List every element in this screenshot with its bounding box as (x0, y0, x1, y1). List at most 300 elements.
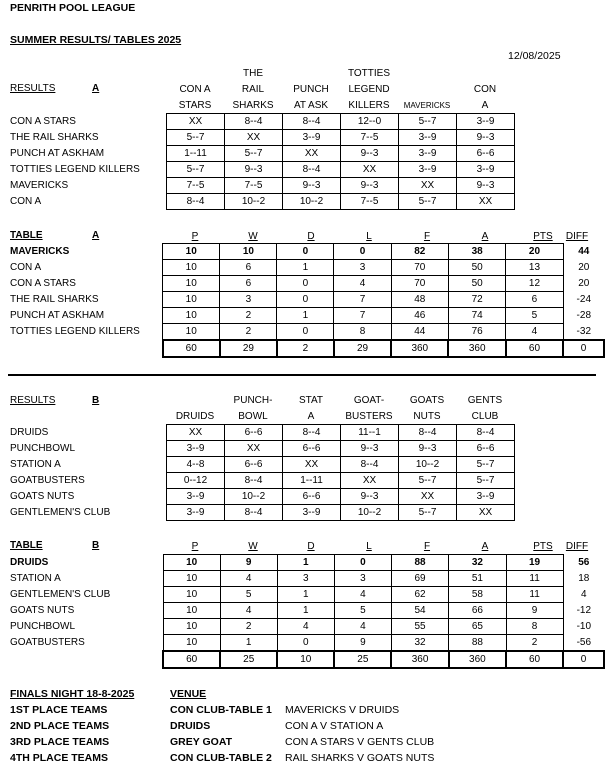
team-name: DRUIDS (10, 427, 49, 438)
result-cell: 6--6 (283, 441, 341, 457)
result-cell: 1--11 (283, 473, 341, 489)
results-row (10, 130, 515, 146)
result-column-header: MAVERICKS (403, 101, 451, 110)
standings-row (10, 635, 604, 652)
stat-cell-p: 10 (163, 619, 220, 635)
stat-cell-a: 65 (449, 619, 506, 635)
stat-cell-l: 4 (334, 276, 391, 292)
totals-spacer (10, 340, 163, 357)
team-name: PUNCH AT ASKHAM (10, 310, 105, 321)
result-column-header: GENTS (467, 395, 503, 406)
results-row (10, 489, 515, 505)
stat-cell-pts: 11 (506, 587, 563, 603)
result-cell: 9--3 (341, 441, 399, 457)
finals-venue: DRUIDS (170, 720, 211, 732)
result-column-header: PUNCH- (233, 395, 273, 406)
result-cell: 8--4 (283, 162, 341, 178)
result-cell: 9--3 (457, 130, 515, 146)
team-name: GOATBUSTERS (10, 637, 85, 649)
results-b-label: RESULTS (10, 395, 56, 406)
result-cell: 5--7 (167, 130, 225, 146)
team-name: GOATBUSTERS (10, 475, 85, 486)
team-name: CON A STARS (10, 278, 76, 289)
totals-row (10, 340, 604, 357)
team-name: GENTLEMEN'S CLUB (10, 589, 111, 600)
result-cell: 12--0 (341, 114, 399, 130)
total-cell-w: 25 (220, 651, 277, 668)
standings-row (10, 555, 604, 571)
result-cell: 5--7 (399, 194, 457, 210)
result-cell: 9--3 (341, 178, 399, 194)
result-cell: 10--2 (399, 457, 457, 473)
stat-cell-w: 5 (220, 587, 277, 603)
result-cell: 0--12 (167, 473, 225, 489)
stat-cell-pts: 4 (506, 324, 563, 341)
table-column-header: F (423, 541, 431, 552)
stat-cell-f: 54 (391, 603, 448, 619)
result-cell: 8--4 (225, 505, 283, 521)
team-name: STATION A (10, 459, 61, 470)
stat-cell-diff: 4 (581, 589, 587, 600)
table-column-header: A (481, 231, 489, 242)
stat-cell-l: 3 (334, 260, 391, 276)
result-cell: 8--4 (283, 425, 341, 441)
stat-cell-f: 55 (391, 619, 448, 635)
stat-cell-d: 0 (277, 324, 334, 341)
result-column-header: A (307, 411, 315, 422)
stat-cell-diff: -32 (576, 325, 591, 337)
stat-cell-a: 88 (449, 635, 506, 652)
stat-cell-f: 82 (391, 244, 448, 260)
stat-cell-p: 10 (163, 635, 220, 652)
result-cell: 5--7 (167, 162, 225, 178)
result-column-header: AT ASK (293, 100, 329, 111)
stat-cell-pts: 5 (506, 308, 563, 324)
standings-row (10, 603, 604, 619)
result-cell: 5--7 (399, 114, 457, 130)
standings-row (10, 244, 604, 260)
stat-cell-f: 70 (391, 260, 448, 276)
standings-row (10, 571, 604, 587)
result-column-header: CON (473, 84, 497, 95)
result-column-header: LEGEND (348, 84, 390, 95)
result-cell: XX (457, 505, 515, 521)
table-column-header: PTS (533, 541, 553, 552)
result-cell: 3--9 (167, 505, 225, 521)
table-column-header: P (191, 541, 199, 552)
finals-place: 3RD PLACE TEAMS (10, 736, 110, 748)
stat-cell-w: 4 (220, 603, 277, 619)
stat-cell-d: 1 (277, 260, 334, 276)
result-cell: 8--4 (341, 457, 399, 473)
finals-venue: CON CLUB-TABLE 1 (170, 704, 272, 716)
stat-cell-diff: -28 (576, 310, 591, 321)
result-cell: 3--9 (457, 114, 515, 130)
result-column-header: NUTS (413, 411, 441, 422)
stat-cell-w: 9 (220, 555, 277, 571)
result-cell: XX (225, 130, 283, 146)
result-cell: 3--9 (399, 130, 457, 146)
results-row (10, 505, 515, 521)
stat-cell-a: 50 (448, 260, 505, 276)
stat-cell-pts: 9 (506, 603, 563, 619)
result-cell: 8--4 (225, 473, 283, 489)
standings-row (10, 324, 604, 341)
standings-row (10, 587, 604, 603)
result-cell: XX (399, 178, 457, 194)
team-name: MAVERICKS (10, 180, 69, 191)
results-row (10, 146, 515, 162)
total-cell-l: 25 (334, 651, 391, 668)
stat-cell-l: 8 (334, 324, 391, 341)
stat-cell-l: 9 (334, 635, 391, 652)
standings-a-table (10, 243, 605, 358)
stat-cell-l: 0 (334, 555, 391, 571)
stat-cell-pts: 20 (506, 244, 563, 260)
stat-cell-w: 3 (220, 292, 277, 308)
team-name: GOATS NUTS (10, 491, 75, 502)
result-cell: 3--9 (283, 130, 341, 146)
table-a-label: TABLE (10, 230, 43, 241)
team-name: STATION A (10, 573, 61, 584)
stat-cell-f: 48 (391, 292, 448, 308)
total-cell-a: 360 (449, 651, 506, 668)
stat-cell-diff: -12 (576, 605, 592, 616)
result-cell: XX (167, 425, 225, 441)
result-cell: 3--9 (399, 146, 457, 162)
team-name: PUNCHBOWL (10, 621, 76, 632)
result-cell: 9--3 (399, 441, 457, 457)
result-column-header: KILLERS (348, 100, 390, 111)
result-cell: 9--3 (341, 146, 399, 162)
stat-cell-l: 0 (334, 244, 391, 260)
stat-cell-diff: 56 (578, 557, 590, 568)
stat-cell-w: 6 (220, 260, 277, 276)
result-cell: 7--5 (167, 178, 225, 194)
finals-place: 4TH PLACE TEAMS (10, 752, 109, 764)
results-row (10, 425, 515, 441)
results-row (10, 178, 515, 194)
table-column-header: DIFF (565, 231, 589, 242)
stat-cell-f: 70 (391, 276, 448, 292)
result-cell: 9--3 (457, 178, 515, 194)
table-column-header: DIFF (565, 541, 589, 552)
result-column-header: STAT (298, 395, 324, 406)
finals-title: FINALS NIGHT 18-8-2025 (10, 688, 135, 700)
total-cell-pts: 60 (506, 651, 563, 668)
finals-place: 2ND PLACE TEAMS (10, 720, 110, 732)
stat-cell-w: 1 (220, 635, 277, 652)
standings-row (10, 276, 604, 292)
stat-cell-w: 6 (220, 276, 277, 292)
stat-cell-pts: 12 (506, 276, 563, 292)
table-column-header: F (423, 231, 431, 242)
standings-row (10, 260, 604, 276)
venue-label: VENUE (170, 688, 207, 700)
stat-cell-a: 51 (449, 571, 506, 587)
team-name: DRUIDS (10, 557, 49, 568)
stat-cell-a: 32 (449, 555, 506, 571)
team-name: THE RAIL SHARKS (10, 132, 99, 143)
result-cell: 10--2 (283, 194, 341, 210)
stat-cell-diff: 20 (578, 278, 590, 289)
stat-cell-p: 10 (163, 555, 220, 571)
result-column-header: A (481, 100, 489, 111)
result-cell: 9--3 (283, 178, 341, 194)
finals-venue: GREY GOAT (170, 736, 233, 748)
result-cell: 8--4 (225, 114, 283, 130)
result-cell: 10--2 (225, 194, 283, 210)
result-cell: 7--5 (341, 194, 399, 210)
result-cell: 8--4 (399, 425, 457, 441)
stat-cell-diff: -10 (576, 621, 592, 632)
stat-cell-p: 10 (163, 276, 220, 292)
stat-cell-d: 0 (277, 635, 334, 652)
result-column-header: THE (243, 68, 263, 79)
stat-cell-d: 4 (277, 619, 334, 635)
finals-venue: CON CLUB-TABLE 2 (170, 752, 272, 764)
total-cell-l: 29 (334, 340, 391, 357)
stat-cell-d: 1 (277, 587, 334, 603)
result-cell: XX (457, 194, 515, 210)
result-cell: XX (283, 457, 341, 473)
result-cell: 6--6 (457, 146, 515, 162)
team-name: GOATS NUTS (10, 605, 75, 616)
result-cell: 5--7 (399, 505, 457, 521)
stat-cell-pts: 8 (506, 619, 563, 635)
total-cell-d: 10 (277, 651, 334, 668)
total-cell-f: 360 (391, 340, 448, 357)
table-b-division: B (92, 540, 100, 551)
stat-cell-d: 0 (277, 244, 334, 260)
stat-cell-diff: 18 (578, 573, 590, 584)
table-column-header: A (481, 541, 489, 552)
team-name: CON A STARS (10, 116, 76, 127)
totals-row (10, 651, 604, 668)
team-name: PUNCHBOWL (10, 443, 76, 454)
result-cell: 3--9 (167, 489, 225, 505)
result-cell: 10--2 (225, 489, 283, 505)
stat-cell-w: 2 (220, 619, 277, 635)
stat-cell-a: 72 (448, 292, 505, 308)
result-cell: 3--9 (283, 505, 341, 521)
result-column-header: PUNCH (293, 84, 329, 95)
result-cell: 4--8 (167, 457, 225, 473)
results-row (10, 114, 515, 130)
totals-spacer (10, 651, 163, 668)
stat-cell-pts: 11 (506, 571, 563, 587)
result-cell: 5--7 (225, 146, 283, 162)
stat-cell-d: 1 (277, 308, 334, 324)
result-column-header: TOTTIES (347, 68, 391, 79)
stat-cell-f: 69 (391, 571, 448, 587)
stat-cell-p: 10 (163, 244, 220, 260)
result-cell: XX (225, 441, 283, 457)
stat-cell-pts: 19 (506, 555, 563, 571)
stat-cell-pts: 6 (506, 292, 563, 308)
stat-cell-f: 44 (391, 324, 448, 341)
result-cell: 11--1 (341, 425, 399, 441)
stat-cell-pts: 13 (506, 260, 563, 276)
finals-place: 1ST PLACE TEAMS (10, 704, 108, 716)
result-column-header: CLUB (471, 411, 499, 422)
stat-cell-w: 2 (220, 308, 277, 324)
table-b-label: TABLE (10, 540, 43, 551)
table-column-header: D (307, 231, 315, 242)
stat-cell-l: 7 (334, 292, 391, 308)
stat-cell-diff: -56 (576, 636, 592, 648)
division-a-letter: A (92, 83, 100, 94)
team-name: GENTLEMEN'S CLUB (10, 507, 111, 518)
stat-cell-d: 0 (277, 292, 334, 308)
team-name: PUNCH AT ASKHAM (10, 148, 105, 159)
team-name: CON A (10, 196, 42, 207)
stat-cell-w: 4 (220, 571, 277, 587)
stat-cell-a: 74 (448, 308, 505, 324)
result-column-header: BUSTERS (345, 411, 393, 422)
stat-cell-a: 50 (448, 276, 505, 292)
result-column-header: DRUIDS (175, 411, 215, 422)
result-cell: 3--9 (457, 162, 515, 178)
standings-row (10, 619, 604, 635)
result-cell: 8--4 (457, 425, 515, 441)
table-column-header: L (366, 541, 372, 552)
result-cell: 8--4 (167, 194, 225, 210)
results-b-grid (10, 424, 515, 521)
stat-cell-l: 7 (334, 308, 391, 324)
result-cell: 9--3 (341, 489, 399, 505)
section-divider (8, 374, 596, 376)
stat-cell-pts: 2 (506, 635, 563, 652)
result-cell: 3--9 (399, 162, 457, 178)
team-name: TOTTIES LEGEND KILLERS (10, 326, 140, 338)
result-column-header: GOAT- (353, 395, 385, 406)
table-column-header: P (191, 231, 199, 242)
stat-cell-f: 62 (391, 587, 448, 603)
table-column-header: D (307, 541, 315, 552)
result-cell: 5--7 (457, 473, 515, 489)
total-cell-w: 29 (220, 340, 277, 357)
stat-cell-l: 3 (334, 571, 391, 587)
result-cell: 7--5 (225, 178, 283, 194)
stat-cell-d: 1 (277, 603, 334, 619)
result-cell: 5--7 (399, 473, 457, 489)
page-subtitle: SUMMER RESULTS/ TABLES 2025 (10, 34, 182, 46)
result-cell: 5--7 (457, 457, 515, 473)
stat-cell-diff: 20 (578, 262, 590, 273)
total-cell-diff: 0 (563, 340, 604, 357)
stat-cell-p: 10 (163, 308, 220, 324)
stat-cell-a: 38 (448, 244, 505, 260)
finals-match: RAIL SHARKS V GOATS NUTS (285, 752, 435, 764)
report-date: 12/08/2025 (508, 50, 561, 62)
stat-cell-f: 88 (391, 555, 448, 571)
team-name: TOTTIES LEGEND KILLERS (10, 164, 140, 175)
result-column-header: STARS (178, 100, 212, 111)
stat-cell-d: 0 (277, 276, 334, 292)
stat-cell-f: 32 (391, 635, 448, 652)
result-cell: 8--4 (283, 114, 341, 130)
results-a-grid (10, 113, 515, 210)
result-cell: XX (283, 146, 341, 162)
standings-row (10, 308, 604, 324)
results-row (10, 162, 515, 178)
stat-cell-w: 2 (220, 324, 277, 341)
team-name: THE RAIL SHARKS (10, 294, 99, 305)
total-cell-p: 60 (163, 340, 220, 357)
finals-match: MAVERICKS V DRUIDS (285, 704, 400, 716)
stat-cell-d: 1 (277, 555, 334, 571)
results-row (10, 441, 515, 457)
results-row (10, 457, 515, 473)
result-column-header: SHARKS (232, 100, 274, 111)
results-a-label: RESULTS (10, 83, 56, 94)
stat-cell-d: 3 (277, 571, 334, 587)
result-cell: 7--5 (341, 130, 399, 146)
table-column-header: W (248, 231, 258, 242)
result-cell: 6--6 (457, 441, 515, 457)
standings-b-table (10, 554, 605, 669)
team-name: MAVERICKS (10, 246, 70, 257)
stat-cell-p: 10 (163, 587, 220, 603)
total-cell-p: 60 (163, 651, 220, 668)
standings-row (10, 292, 604, 308)
result-cell: 3--9 (457, 489, 515, 505)
table-column-header: PTS (533, 231, 553, 242)
result-cell: 6--6 (225, 425, 283, 441)
total-cell-a: 360 (448, 340, 505, 357)
result-cell: 6--6 (283, 489, 341, 505)
stat-cell-l: 4 (334, 619, 391, 635)
stat-cell-w: 10 (220, 244, 277, 260)
result-column-header: CON A (179, 84, 211, 95)
result-cell: 6--6 (225, 457, 283, 473)
result-cell: 1--11 (167, 146, 225, 162)
stat-cell-p: 10 (163, 260, 220, 276)
result-column-header: RAIL (241, 84, 265, 95)
table-column-header: L (366, 231, 372, 242)
finals-match: CON A V STATION A (285, 720, 384, 732)
league-title: PENRITH POOL LEAGUE (10, 2, 136, 14)
team-name: CON A (10, 262, 42, 273)
stat-cell-p: 10 (163, 571, 220, 587)
result-column-header: GOATS (409, 395, 445, 406)
result-cell: 9--3 (225, 162, 283, 178)
stat-cell-a: 76 (448, 324, 505, 341)
stat-cell-f: 46 (391, 308, 448, 324)
table-column-header: W (248, 541, 258, 552)
stat-cell-l: 4 (334, 587, 391, 603)
results-row (10, 473, 515, 489)
finals-match: CON A STARS V GENTS CLUB (285, 736, 435, 748)
results-row (10, 194, 515, 210)
stat-cell-diff: -24 (576, 294, 591, 305)
stat-cell-a: 58 (449, 587, 506, 603)
result-cell: XX (341, 473, 399, 489)
result-column-header: BOWL (238, 411, 268, 422)
division-b-letter: B (92, 395, 100, 406)
total-cell-f: 360 (391, 651, 448, 668)
stat-cell-p: 10 (163, 292, 220, 308)
stat-cell-diff: 44 (578, 246, 590, 257)
stat-cell-l: 5 (334, 603, 391, 619)
result-cell: 10--2 (341, 505, 399, 521)
table-a-division: A (92, 230, 100, 241)
total-cell-d: 2 (277, 340, 334, 357)
stat-cell-p: 10 (163, 324, 220, 341)
result-cell: XX (341, 162, 399, 178)
stat-cell-p: 10 (163, 603, 220, 619)
